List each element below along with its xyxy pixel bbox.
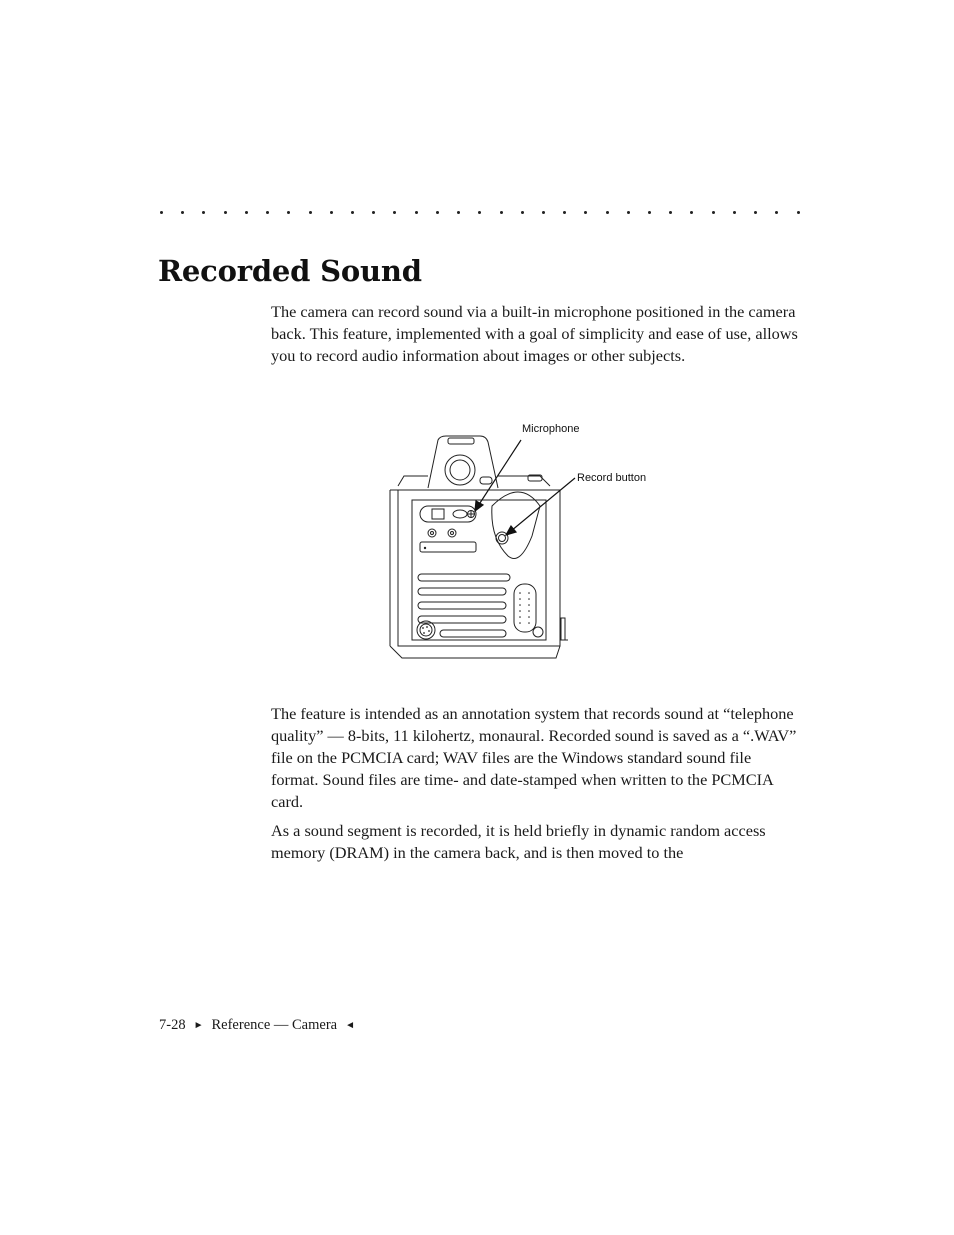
body-paragraph: As a sound segment is recorded, it is held briefly in dynamic random access memory (DRAM) in the camera back, and is then moved to the <box>271 821 766 862</box>
page-number: 7-28 <box>159 1017 186 1033</box>
section-heading: Recorded Sound <box>158 254 422 288</box>
page-footer <box>159 1017 363 1034</box>
microphone-callout: Microphone <box>522 423 580 435</box>
left-triangle-icon: ◄ <box>345 1020 355 1031</box>
camera-back-figure <box>380 418 680 668</box>
intro-paragraph: The camera can record sound via a built-in microphone positioned in the camera back. This feature, implemented with a goal of simplicity and ease of use, allows you to record audio information about images or other subjects. <box>271 302 798 365</box>
body-paragraph: The feature is intended as an annotation system that records sound at “telephone quality” — 8-bits, 11 kilohertz, monaural. Recorded sound is saved as a “.WAV” file on the PCMCIA card; WAV files are the Windows standard sound file format. Sound files are time- and date-stamped when written to the PCMCIA card. <box>271 704 797 811</box>
running-footer-title: Reference — Camera <box>211 1017 338 1033</box>
camera-back-illustration <box>380 418 680 668</box>
record-button-callout: Record button <box>577 472 647 484</box>
dotted-rule <box>160 206 800 218</box>
right-triangle-icon: ► <box>193 1020 204 1031</box>
